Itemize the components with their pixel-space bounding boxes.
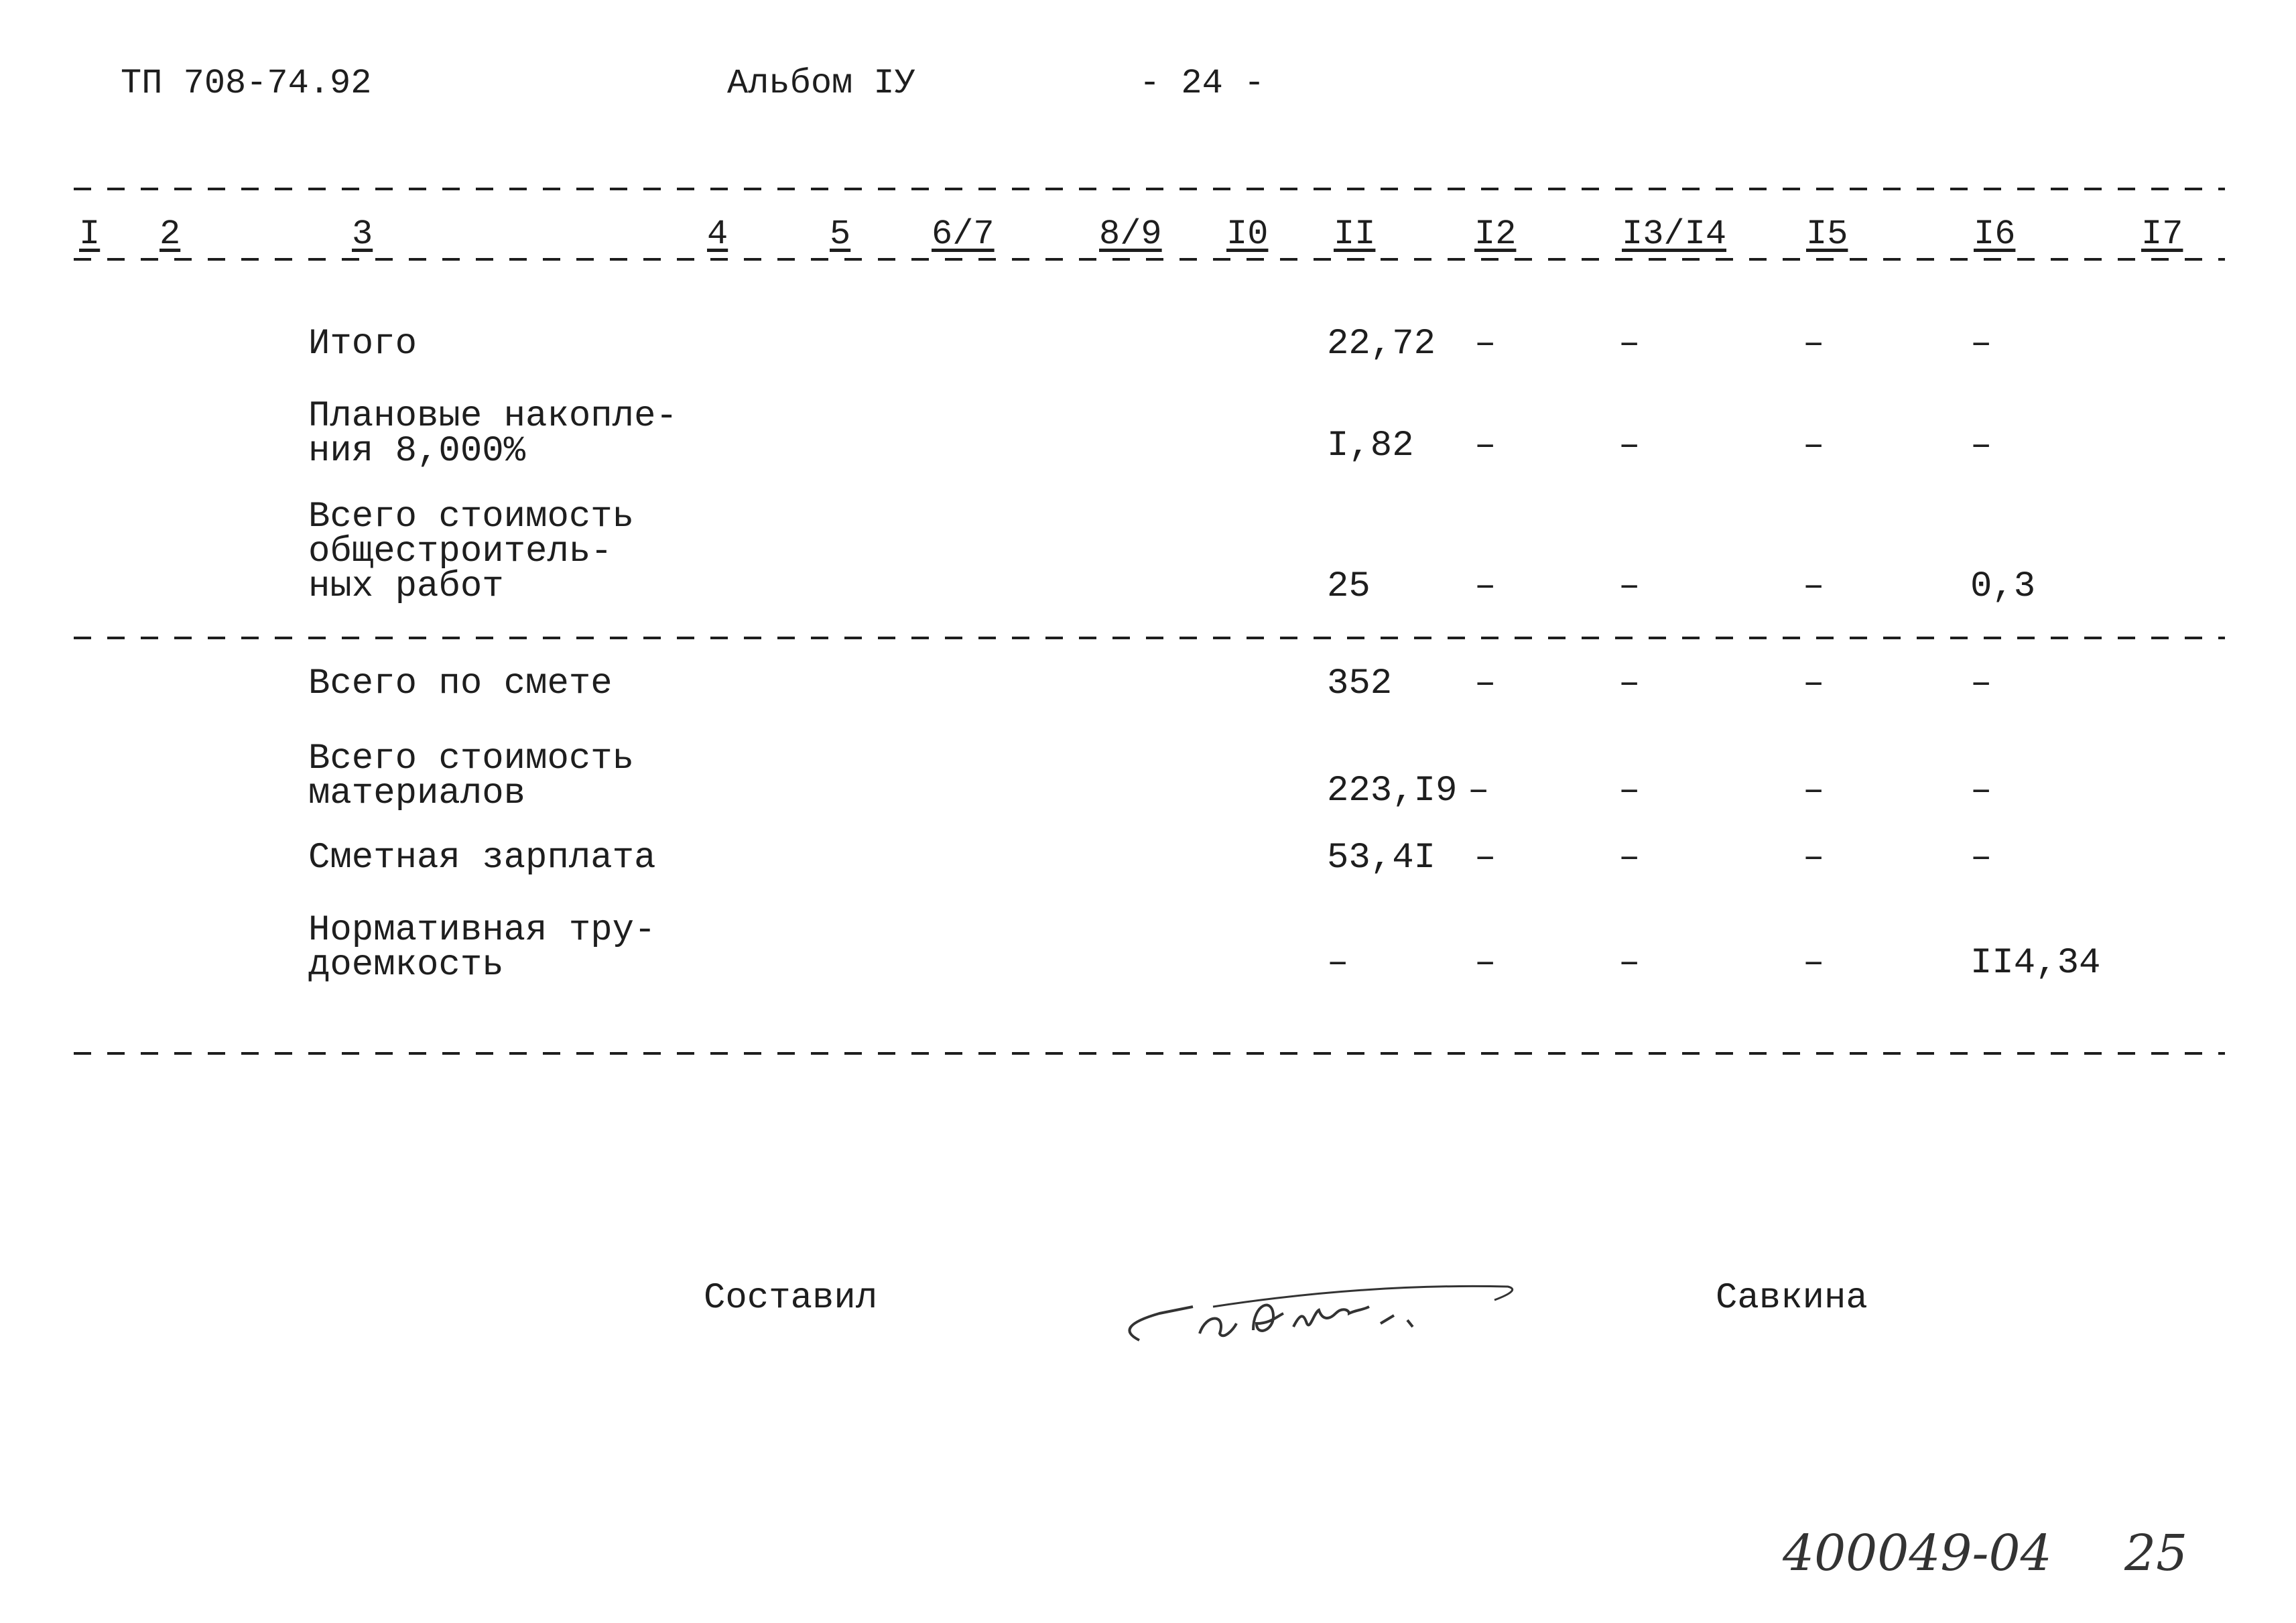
- cell-col-15: –: [1803, 663, 1825, 704]
- column-number: I5: [1806, 214, 1848, 254]
- column-number: II: [1334, 214, 1376, 254]
- row-label-line: материалов: [308, 773, 526, 814]
- cell-col-12: –: [1468, 771, 1490, 812]
- column-number: I2: [1474, 214, 1517, 254]
- cell-col-16: –: [1970, 838, 1992, 879]
- cell-col-11: 22,72: [1327, 324, 1436, 365]
- cell-col-13-14: –: [1618, 838, 1641, 879]
- cell-col-15: –: [1803, 426, 1825, 466]
- column-number: I3/I4: [1622, 214, 1727, 254]
- document-code: ТП 708-74.92: [121, 64, 372, 103]
- row-label-line: доемкость: [308, 945, 504, 986]
- page-number: - 24 -: [1139, 64, 1265, 103]
- column-number: I: [79, 214, 101, 254]
- cell-col-13-14: –: [1618, 943, 1641, 984]
- cell-col-15: –: [1803, 324, 1825, 365]
- cell-col-16: II4,34: [1970, 943, 2101, 984]
- cell-col-12: –: [1474, 324, 1496, 365]
- cell-col-13-14: –: [1618, 663, 1641, 704]
- cell-col-16: –: [1970, 324, 1992, 365]
- row-label-line: Сметная зарплата: [308, 838, 656, 879]
- cell-col-12: –: [1474, 838, 1496, 879]
- cell-col-13-14: –: [1618, 771, 1641, 812]
- column-row-dashes: [74, 258, 2225, 261]
- cell-col-16: –: [1970, 426, 1992, 466]
- stamp-number: 400049-04: [1783, 1524, 2052, 1582]
- section-divider: [74, 637, 2225, 639]
- table-top-rule: [74, 188, 2225, 190]
- cell-col-13-14: –: [1618, 324, 1641, 365]
- cell-col-12: –: [1474, 943, 1496, 984]
- cell-col-15: –: [1803, 943, 1825, 984]
- row-label-line: Итого: [308, 324, 418, 365]
- cell-col-11: I,82: [1327, 426, 1414, 466]
- cell-col-12: –: [1474, 566, 1496, 607]
- row-label-line: ния 8,000%: [308, 431, 526, 472]
- cell-col-16: –: [1970, 771, 1992, 812]
- row-label-line: Нормативная тру-: [308, 910, 656, 951]
- column-number: 2: [160, 214, 181, 254]
- row-label: [308, 497, 635, 607]
- column-number: I7: [2141, 214, 2183, 254]
- row-label-line: Всего стоимость: [308, 738, 635, 779]
- row-label-line: общестроитель-: [308, 531, 613, 572]
- cell-col-16: –: [1970, 663, 1992, 704]
- column-number: 6/7: [932, 214, 995, 254]
- cell-col-12: –: [1474, 663, 1496, 704]
- column-number: 5: [830, 214, 851, 254]
- cell-col-15: –: [1803, 566, 1825, 607]
- table-bottom-rule: [74, 1052, 2225, 1055]
- compiler-name: Савкина: [1716, 1278, 1868, 1319]
- handwritten-signature: [1099, 1260, 1528, 1360]
- row-label-line: ных работ: [308, 566, 504, 607]
- album-label: Альбом IУ: [727, 64, 915, 103]
- cell-col-11: 223,I9: [1327, 771, 1458, 812]
- row-label: [308, 324, 418, 365]
- row-label: [308, 738, 635, 814]
- cell-col-16: 0,3: [1970, 566, 2036, 607]
- cell-col-11: –: [1327, 943, 1349, 984]
- column-number: 4: [707, 214, 728, 254]
- column-number: 8/9: [1099, 214, 1162, 254]
- row-label: [308, 396, 678, 472]
- cell-col-11: 25: [1327, 566, 1370, 607]
- compiled-by-label: Составил: [704, 1278, 878, 1319]
- cell-col-11: 53,4I: [1327, 838, 1436, 879]
- cell-col-15: –: [1803, 838, 1825, 879]
- sheet-number: 25: [2124, 1524, 2188, 1582]
- column-number: 3: [352, 214, 373, 254]
- row-label: [308, 663, 613, 704]
- cell-col-11: 352: [1327, 663, 1393, 704]
- cell-col-13-14: –: [1618, 426, 1641, 466]
- row-label: [308, 910, 656, 986]
- cell-col-13-14: –: [1618, 566, 1641, 607]
- cell-col-15: –: [1803, 771, 1825, 812]
- row-label-line: Плановые накопле-: [308, 396, 678, 437]
- column-number: I6: [1974, 214, 2016, 254]
- column-number: I0: [1226, 214, 1269, 254]
- row-label-line: Всего по смете: [308, 663, 613, 704]
- row-label: [308, 838, 656, 879]
- cell-col-12: –: [1474, 426, 1496, 466]
- row-label-line: Всего стоимость: [308, 497, 635, 537]
